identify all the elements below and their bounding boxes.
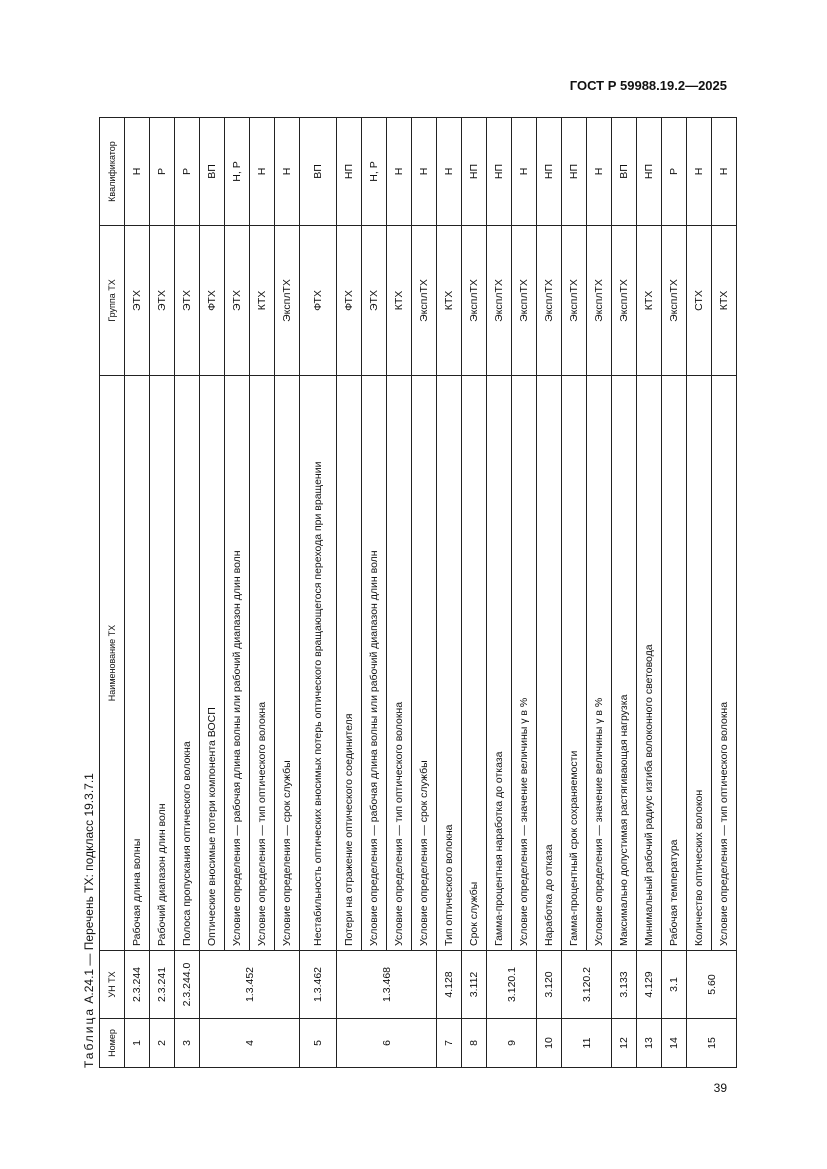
row-group: ЭксплТХ	[275, 226, 300, 376]
row-name: Гамма-процентный срок сохраняемости	[562, 376, 587, 951]
table-header-row	[100, 118, 125, 1068]
row-code: 3.133	[612, 951, 637, 1019]
table-row	[662, 118, 687, 1068]
row-group: ЭТХ	[125, 226, 150, 376]
row-code: 3.1	[662, 951, 687, 1019]
row-name: Оптические вносимые потери компонента ВОСП	[200, 376, 225, 951]
row-qualifier: НП	[462, 118, 487, 226]
row-qualifier: Н	[125, 118, 150, 226]
table-row	[612, 118, 637, 1068]
row-qualifier: Н	[687, 118, 712, 226]
table-row	[150, 118, 175, 1068]
row-number: 8	[462, 1019, 487, 1068]
row-qualifier: Р	[662, 118, 687, 226]
row-group: ЭксплТХ	[537, 226, 562, 376]
row-name: Срок службы	[462, 376, 487, 951]
row-number: 4	[200, 1019, 300, 1068]
row-number: 12	[612, 1019, 637, 1068]
row-name: Условие определения — рабочая длина волны или рабочий диапазон длин волн	[362, 376, 387, 951]
table-row	[300, 118, 337, 1068]
table-row	[437, 118, 462, 1068]
row-qualifier: ВП	[300, 118, 337, 226]
row-name: Рабочая температура	[662, 376, 687, 951]
row-qualifier: НП	[562, 118, 587, 226]
table-row	[512, 118, 537, 1068]
table-row	[712, 118, 737, 1068]
row-name: Рабочая длина волны	[125, 376, 150, 951]
row-name: Условие определения — значение величины γ в %	[587, 376, 612, 951]
table-caption	[80, 773, 99, 1068]
caption-text: А.24.1 — Перечень ТХ: подкласс 19.3.7.1	[82, 773, 96, 1004]
row-qualifier: Н	[587, 118, 612, 226]
row-name: Потери на отражение оптического соединителя	[337, 376, 362, 951]
row-group: СТХ	[687, 226, 712, 376]
table-row	[462, 118, 487, 1068]
row-qualifier: Н	[275, 118, 300, 226]
row-name: Минимальный рабочий радиус изгиба волоконного световода	[637, 376, 662, 951]
table-row	[387, 118, 412, 1068]
row-name: Рабочий диапазон длин волн	[150, 376, 175, 951]
row-qualifier: ВП	[200, 118, 225, 226]
row-name: Наработка до отказа	[537, 376, 562, 951]
row-code: 2.3.241	[150, 951, 175, 1019]
row-qualifier: НП	[487, 118, 512, 226]
row-name: Условие определения — срок службы	[412, 376, 437, 951]
table-row	[275, 118, 300, 1068]
row-group: КТХ	[437, 226, 462, 376]
row-name: Условие определения — тип оптического волокна	[712, 376, 737, 951]
row-group: КТХ	[712, 226, 737, 376]
row-group: ЭксплТХ	[512, 226, 537, 376]
row-number: 6	[337, 1019, 437, 1068]
row-group: ЭТХ	[150, 226, 175, 376]
row-name: Условие определения — значение величины γ в %	[512, 376, 537, 951]
row-group: ФТХ	[200, 226, 225, 376]
table-row	[637, 118, 662, 1068]
row-number: 1	[125, 1019, 150, 1068]
col-header-name: Наименование ТХ	[100, 376, 125, 951]
col-header-qualifier: Квалификатор	[100, 118, 125, 226]
table-row	[562, 118, 587, 1068]
row-group: ФТХ	[337, 226, 362, 376]
row-number: 10	[537, 1019, 562, 1068]
row-code: 4.128	[437, 951, 462, 1019]
row-qualifier: Н	[250, 118, 275, 226]
row-number: 7	[437, 1019, 462, 1068]
row-name: Максимально допустимая растягивающая нагрузка	[612, 376, 637, 951]
row-number: 13	[637, 1019, 662, 1068]
row-qualifier: Р	[150, 118, 175, 226]
row-code: 3.120	[537, 951, 562, 1019]
row-name: Условие определения — тип оптического волокна	[250, 376, 275, 951]
row-qualifier: Н, Р	[362, 118, 387, 226]
table-row	[250, 118, 275, 1068]
row-code: 3.120.2	[562, 951, 612, 1019]
table-row	[175, 118, 200, 1068]
standard-header: ГОСТ Р 59988.19.2—2025	[569, 78, 727, 93]
row-group: ЭксплТХ	[612, 226, 637, 376]
page-number: 39	[713, 1081, 727, 1095]
row-code: 2.3.244	[125, 951, 150, 1019]
row-number: 3	[175, 1019, 200, 1068]
col-header-number: Номер	[100, 1019, 125, 1068]
col-header-group: Группа ТХ	[100, 226, 125, 376]
row-group: ЭксплТХ	[412, 226, 437, 376]
row-group: ЭТХ	[225, 226, 250, 376]
row-qualifier: НП	[537, 118, 562, 226]
row-number: 11	[562, 1019, 612, 1068]
row-name: Условие определения — тип оптического волокна	[387, 376, 412, 951]
row-group: ФТХ	[300, 226, 337, 376]
row-group: ЭТХ	[175, 226, 200, 376]
row-qualifier: Н, Р	[225, 118, 250, 226]
table-row	[587, 118, 612, 1068]
table-row	[200, 118, 225, 1068]
table-row	[125, 118, 150, 1068]
caption-prefix: Таблица	[82, 1006, 96, 1068]
row-number: 5	[300, 1019, 337, 1068]
row-group: ЭксплТХ	[662, 226, 687, 376]
row-qualifier: Н	[712, 118, 737, 226]
row-code: 4.129	[637, 951, 662, 1019]
table-row	[412, 118, 437, 1068]
table-row	[337, 118, 362, 1068]
row-name: Полоса пропускания оптического волокна	[175, 376, 200, 951]
row-group: КТХ	[637, 226, 662, 376]
row-code: 1.3.452	[200, 951, 300, 1019]
row-group: КТХ	[250, 226, 275, 376]
row-number: 2	[150, 1019, 175, 1068]
row-qualifier: Р	[175, 118, 200, 226]
row-name: Гамма-процентная наработка до отказа	[487, 376, 512, 951]
tx-table	[99, 117, 737, 1068]
col-header-code: УН ТХ	[100, 951, 125, 1019]
row-name: Условие определения — срок службы	[275, 376, 300, 951]
row-number: 14	[662, 1019, 687, 1068]
row-name: Количество оптических волокон	[687, 376, 712, 951]
row-name: Нестабильность оптических вносимых потерь оптического вращающегося перехода при вращении	[300, 376, 337, 951]
row-qualifier: ВП	[612, 118, 637, 226]
row-qualifier: Н	[437, 118, 462, 226]
row-group: КТХ	[387, 226, 412, 376]
rotated-table-block	[80, 118, 728, 1068]
row-code: 1.3.462	[300, 951, 337, 1019]
row-code: 3.120.1	[487, 951, 537, 1019]
row-qualifier: Н	[387, 118, 412, 226]
table-row	[687, 118, 712, 1068]
table-row	[487, 118, 512, 1068]
row-group: ЭксплТХ	[487, 226, 512, 376]
table-row	[225, 118, 250, 1068]
row-qualifier: Н	[512, 118, 537, 226]
row-group: ЭТХ	[362, 226, 387, 376]
table-row	[537, 118, 562, 1068]
row-code: 3.112	[462, 951, 487, 1019]
row-code: 5.60	[687, 951, 737, 1019]
row-number: 9	[487, 1019, 537, 1068]
row-group: ЭксплТХ	[462, 226, 487, 376]
table-row	[362, 118, 387, 1068]
row-group: ЭксплТХ	[587, 226, 612, 376]
row-qualifier: НП	[637, 118, 662, 226]
row-name: Тип оптического волокна	[437, 376, 462, 951]
row-name: Условие определения — рабочая длина волны или рабочий диапазон длин волн	[225, 376, 250, 951]
row-code: 1.3.468	[337, 951, 437, 1019]
row-qualifier: НП	[337, 118, 362, 226]
row-qualifier: Н	[412, 118, 437, 226]
row-number: 15	[687, 1019, 737, 1068]
row-group: ЭксплТХ	[562, 226, 587, 376]
row-code: 2.3.244.0	[175, 951, 200, 1019]
